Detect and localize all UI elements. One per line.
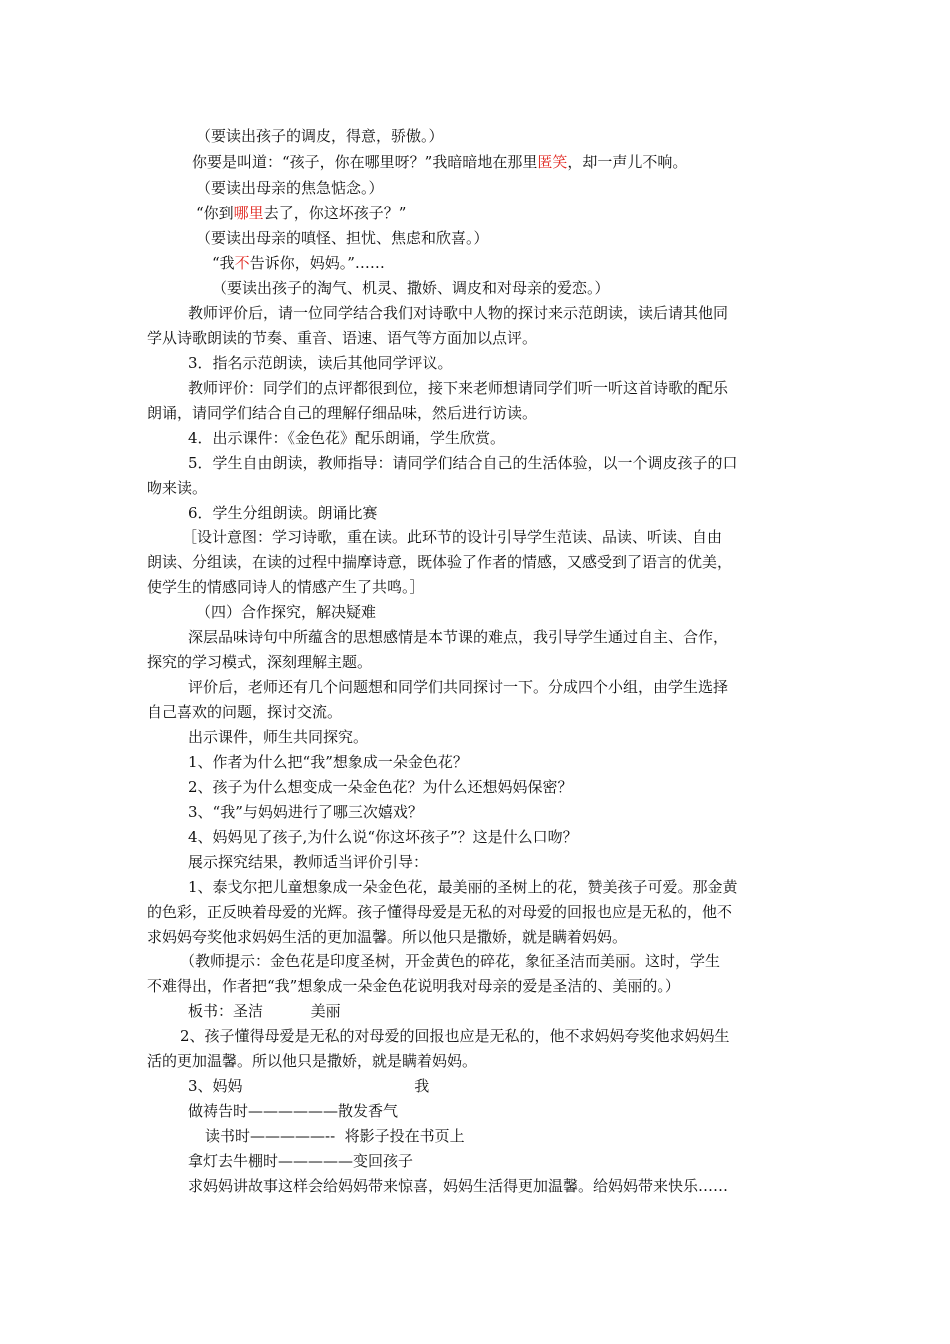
section-heading: （四）合作探究，解决疑难 [196, 603, 377, 621]
text-line: 6．学生分组朗读。朗诵比赛 [188, 504, 378, 522]
text-run: 去了，你这坏孩子？” [263, 204, 407, 222]
text-line: 求妈妈讲故事这样会给妈妈带来惊喜，妈妈生活得更加温馨。给妈妈带来快乐…… [188, 1177, 729, 1195]
text-line: 的色彩，正反映着母爱的光辉。孩子懂得母爱是无私的对母爱的回报也应是无私的，他不 [147, 903, 733, 921]
text-line: 求妈妈夸奖他求妈妈生活的更加温馨。所以他只是撒娇，就是瞒着妈妈。 [147, 928, 628, 946]
text-line: 学从诗歌朗读的节奏、重音、语速、语气等方面加以点评。 [147, 329, 538, 347]
text-line: 朗读、分组读，在读的过程中揣摩诗意，既体验了作者的情感，又感受到了语言的优美， [147, 553, 733, 571]
text-line: 2、孩子懂得母爱是无私的对母爱的回报也应是无私的，他不求妈妈夸奖他求妈妈生 [180, 1027, 730, 1045]
text-line: 4．出示课件：《金色花》配乐朗诵，学生欣赏。 [188, 429, 506, 447]
text-line: 使学生的情感同诗人的情感产生了共鸣。］ [147, 578, 425, 596]
list-item: 1、作者为什么把“我”想象成一朵金色花？ [188, 753, 468, 771]
text-line: 教师评价：同学们的点评都很到位，接下来老师想请同学们听一听这首诗歌的配乐 [188, 379, 729, 397]
blackboard-note: 板书：圣洁 美丽 [188, 1002, 341, 1020]
text-run: “我 [212, 254, 235, 272]
text-line: 深层品味诗句中所蕴含的思想感情是本节课的难点，我引导学生通过自主、合作， [188, 628, 729, 646]
highlighted-text: 不 [234, 254, 250, 272]
text-line: 读书时—————-- 将影子投在书页上 [205, 1127, 465, 1145]
text-line: 3．指名示范朗读，读后其他同学评议。 [188, 354, 453, 372]
text-line: （教师提示：金色花是印度圣树，开金黄色的碎花，象征圣洁而美丽。这时，学生 [180, 952, 721, 970]
text-run: ，却一声儿不响。 [567, 153, 688, 171]
text-line: 吻来读。 [147, 479, 208, 497]
text-line [192, 152, 687, 172]
text-line: 拿灯去牛棚时—————变回孩子 [188, 1152, 414, 1170]
text-line [196, 203, 406, 223]
list-item: 2、孩子为什么想变成一朵金色花？为什么还想妈妈保密？ [188, 778, 573, 796]
text-line: 教师评价后，请一位同学结合我们对诗歌中人物的探讨来示范朗读，读后请其他同 [188, 304, 729, 322]
text-line: 不难得出，作者把“我”想象成一朵金色花说明我对母亲的爱是圣洁的、美丽的。） [147, 977, 680, 995]
text-run: “你到 [196, 204, 234, 222]
text-line: 1、泰戈尔把儿童想象成一朵金色花，最美丽的圣树上的花，赞美孩子可爱。那金黄 [188, 878, 738, 896]
text-line: ［设计意图：学习诗歌，重在读。此环节的设计引导学生范读、品读、听读、自由 [182, 528, 723, 546]
text-line: （要读出孩子的调皮，得意，骄傲。） [196, 127, 444, 145]
text-line: 3、妈妈 我 [188, 1077, 430, 1095]
text-line: 做祷告时——————散发香气 [188, 1102, 399, 1120]
list-item: 4、妈妈见了孩子,为什么说“你这坏孩子”？这是什么口吻？ [188, 828, 578, 846]
text-line: （要读出母亲的焦急惦念。） [196, 179, 384, 197]
highlighted-text: 哪里 [233, 204, 264, 222]
text-line: 活的更加温馨。所以他只是撒娇，就是瞒着妈妈。 [147, 1052, 478, 1070]
text-line: （要读出孩子的淘气、机灵、撒娇、调皮和对母亲的爱恋。） [212, 279, 610, 297]
text-line [212, 253, 385, 273]
list-item: 3、“我”与妈妈进行了哪三次嬉戏？ [188, 803, 423, 821]
highlighted-text: 匿笑 [537, 153, 568, 171]
text-run: 告诉你，妈妈。”…… [249, 254, 385, 272]
text-line: 5．学生自由朗读，教师指导：请同学们结合自己的生活体验，以一个调皮孩子的口 [188, 454, 738, 472]
text-line: 出示课件，师生共同探究。 [188, 728, 369, 746]
text-run: 你要是叫道：“孩子，你在哪里呀？”我暗暗地在那里 [192, 153, 538, 171]
text-line: 探究的学习模式，深刻理解主题。 [147, 653, 373, 671]
text-line: 朗诵，请同学们结合自己的理解仔细品味，然后进行访读。 [147, 404, 538, 422]
text-line: 展示探究结果，教师适当评价引导： [188, 853, 429, 871]
text-line: 评价后，老师还有几个问题想和同学们共同探讨一下。分成四个小组，由学生选择 [188, 678, 729, 696]
text-line: 自己喜欢的问题，探讨交流。 [147, 703, 343, 721]
text-line: （要读出母亲的嗔怪、担忧、焦虑和欣喜。） [196, 229, 489, 247]
